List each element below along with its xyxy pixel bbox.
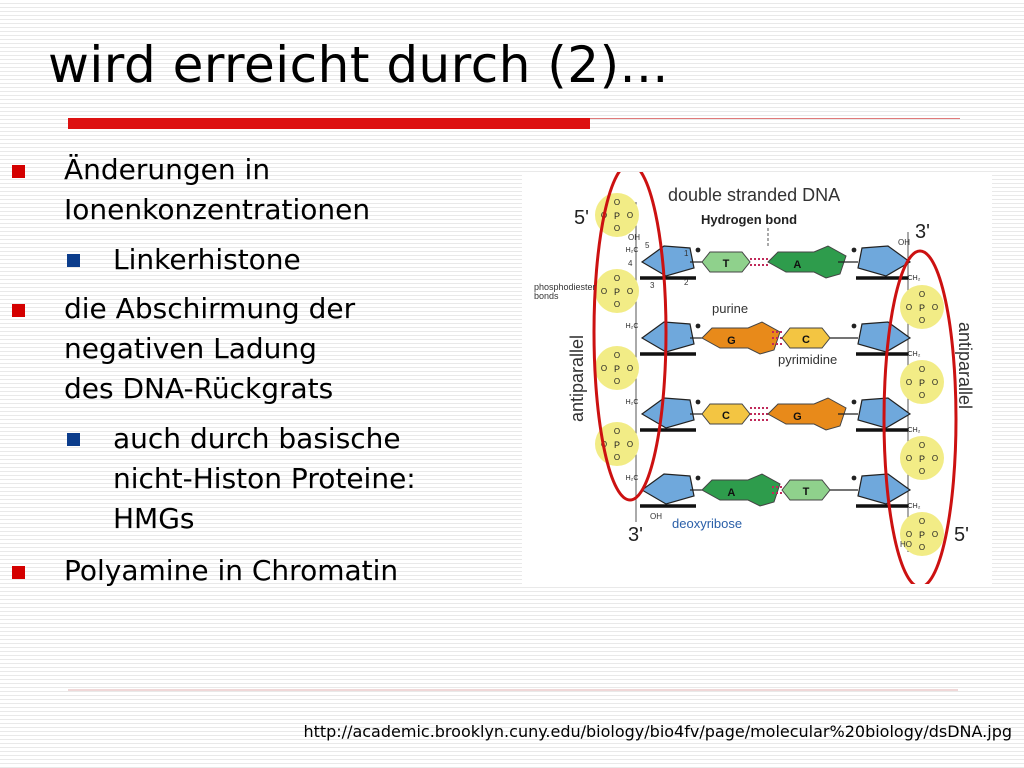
footer-rule xyxy=(68,689,958,691)
oxygen-atom: O xyxy=(626,440,634,449)
ring-number: 5 xyxy=(645,241,650,250)
purine-base xyxy=(768,246,846,278)
oxygen-atom: O xyxy=(905,378,913,387)
pyrimidine-label: pyrimidine xyxy=(778,352,838,367)
atom-dot xyxy=(852,324,857,329)
atom-dot xyxy=(696,400,701,405)
five-prime-top: 5' xyxy=(574,207,589,229)
oxygen-atom: O xyxy=(931,303,939,312)
phosphorus-atom: P xyxy=(613,440,621,450)
oxygen-atom: O xyxy=(918,391,926,400)
bullet-text: Ionenkonzentrationen xyxy=(64,193,371,226)
phosphorus-atom: P xyxy=(918,530,926,540)
purine-base xyxy=(702,474,780,506)
oxygen-atom: O xyxy=(613,351,621,360)
phosphorus-atom: P xyxy=(613,364,621,374)
antiparallel-right: antiparallel xyxy=(955,322,975,410)
bonds-label: bonds xyxy=(534,291,559,301)
oxygen-atom: O xyxy=(918,543,926,552)
ring-number: 4 xyxy=(628,259,633,268)
purine-label: purine xyxy=(712,301,749,316)
bullet-text: Linkerhistone xyxy=(113,243,301,276)
oh-label-top-left: OH xyxy=(628,233,640,242)
three-prime-bottom: 3' xyxy=(628,524,643,546)
oxygen-atom: O xyxy=(918,290,926,299)
slide-title: wird erreicht durch (2)... xyxy=(48,36,669,94)
oxygen-atom: O xyxy=(613,274,621,283)
antiparallel-left: antiparallel xyxy=(567,334,587,422)
bullet-text: auch durch basische xyxy=(113,422,401,455)
bullet-text: negativen Ladung xyxy=(64,332,317,365)
bullet-marker-red xyxy=(12,165,25,178)
oxygen-atom: O xyxy=(931,530,939,539)
oxygen-atom: O xyxy=(600,440,608,449)
oxygen-atom: O xyxy=(613,198,621,207)
base-letter: A xyxy=(727,487,736,499)
oxygen-atom: O xyxy=(613,300,621,309)
bullet-marker-red xyxy=(12,566,25,579)
oxygen-atom: O xyxy=(918,441,926,450)
oxygen-atom: O xyxy=(626,364,634,373)
oxygen-atom: O xyxy=(600,211,608,220)
phosphorus-atom: P xyxy=(918,378,926,388)
ring-number: 2 xyxy=(684,278,689,287)
oxygen-atom: O xyxy=(918,316,926,325)
oxygen-atom: O xyxy=(931,378,939,387)
deoxyribose-sugar xyxy=(858,322,910,352)
oxygen-atom: O xyxy=(600,287,608,296)
deoxyribose-sugar xyxy=(642,398,694,428)
bullet-item xyxy=(64,150,370,230)
ring-number: 1 xyxy=(684,249,689,258)
oh-label-bottom-left: OH xyxy=(650,512,662,521)
ring-number: 3 xyxy=(650,281,655,290)
bullet-text: Polyamine in Chromatin xyxy=(64,554,399,587)
ch2-label: H₂C xyxy=(625,399,639,406)
ch2-label: H₂C xyxy=(625,247,639,254)
oxygen-atom: O xyxy=(613,377,621,386)
deoxyribose-sugar xyxy=(642,322,694,352)
oxygen-atom: O xyxy=(613,453,621,462)
bullet-marker-blue xyxy=(67,254,80,267)
dna-diagram xyxy=(522,172,992,584)
base-letter: T xyxy=(722,258,730,270)
atom-dot xyxy=(696,324,701,329)
oxygen-atom: O xyxy=(613,224,621,233)
base-letter: C xyxy=(722,410,730,422)
oxygen-atom: O xyxy=(626,287,634,296)
base-letter: C xyxy=(802,334,810,346)
oxygen-atom: O xyxy=(600,364,608,373)
figure-title: double stranded DNA xyxy=(668,185,841,205)
bullet-text: HMGs xyxy=(113,502,195,535)
bullet-marker-red xyxy=(12,304,25,317)
purine-base xyxy=(768,398,846,430)
bullet-text: nicht-Histon Proteine: xyxy=(113,462,416,495)
oxygen-atom: O xyxy=(613,427,621,436)
ch2-label: H₂C xyxy=(625,475,639,482)
phosphodiester-label: phosphodiester xyxy=(534,282,596,292)
oxygen-atom: O xyxy=(918,365,926,374)
bullet-marker-blue xyxy=(67,433,80,446)
bullet-item xyxy=(64,289,355,409)
five-prime-bottom: 5' xyxy=(954,524,969,546)
oxygen-atom: O xyxy=(905,454,913,463)
title-underline-red xyxy=(68,118,590,129)
phosphorus-atom: P xyxy=(918,454,926,464)
oxygen-atom: O xyxy=(918,467,926,476)
bullet-text: Änderungen in xyxy=(64,153,271,186)
ch2-label: CH₂ xyxy=(907,427,921,434)
dna-figure xyxy=(522,172,992,584)
bullet-item xyxy=(64,551,398,591)
deoxyribose-sugar xyxy=(858,474,910,504)
base-letter: G xyxy=(727,335,736,347)
base-letter: T xyxy=(802,486,810,498)
ch2-label: H₂C xyxy=(625,323,639,330)
phosphorus-atom: P xyxy=(918,303,926,313)
ch2-label: CH₂ xyxy=(907,351,921,358)
oxygen-atom: O xyxy=(905,303,913,312)
atom-dot xyxy=(696,476,701,481)
oxygen-atom: O xyxy=(918,517,926,526)
deoxyribose-sugar xyxy=(642,474,694,504)
ho-label-bottom-right: HO xyxy=(900,540,912,549)
bullet-text: des DNA-Rückgrats xyxy=(64,372,334,405)
oxygen-atom: O xyxy=(905,530,913,539)
title-underline-thin xyxy=(590,118,960,119)
source-url: http://academic.brooklyn.cuny.edu/biology/bio4fv/page/molecular%20biology/dsDNA.jpg xyxy=(303,722,1012,741)
oh-label-top-right: OH xyxy=(898,238,910,247)
ch2-label: CH₂ xyxy=(907,503,921,510)
three-prime-top: 3' xyxy=(915,221,930,243)
purine-base xyxy=(702,322,780,354)
hydrogen-bond-label: Hydrogen bond xyxy=(701,212,798,227)
oxygen-atom: O xyxy=(931,454,939,463)
atom-dot xyxy=(852,248,857,253)
deoxyribose-label: deoxyribose xyxy=(672,516,743,531)
oxygen-atom: O xyxy=(626,211,634,220)
atom-dot xyxy=(852,400,857,405)
ch2-label: CH₂ xyxy=(907,275,921,282)
base-letter: A xyxy=(793,259,802,271)
phosphorus-atom: P xyxy=(613,211,621,221)
phosphorus-atom: P xyxy=(613,287,621,297)
bullet-text: die Abschirmung der xyxy=(64,292,356,325)
atom-dot xyxy=(852,476,857,481)
sub-bullet-item xyxy=(113,419,416,539)
sub-bullet-item xyxy=(113,240,301,280)
base-letter: G xyxy=(793,411,802,423)
atom-dot xyxy=(696,248,701,253)
